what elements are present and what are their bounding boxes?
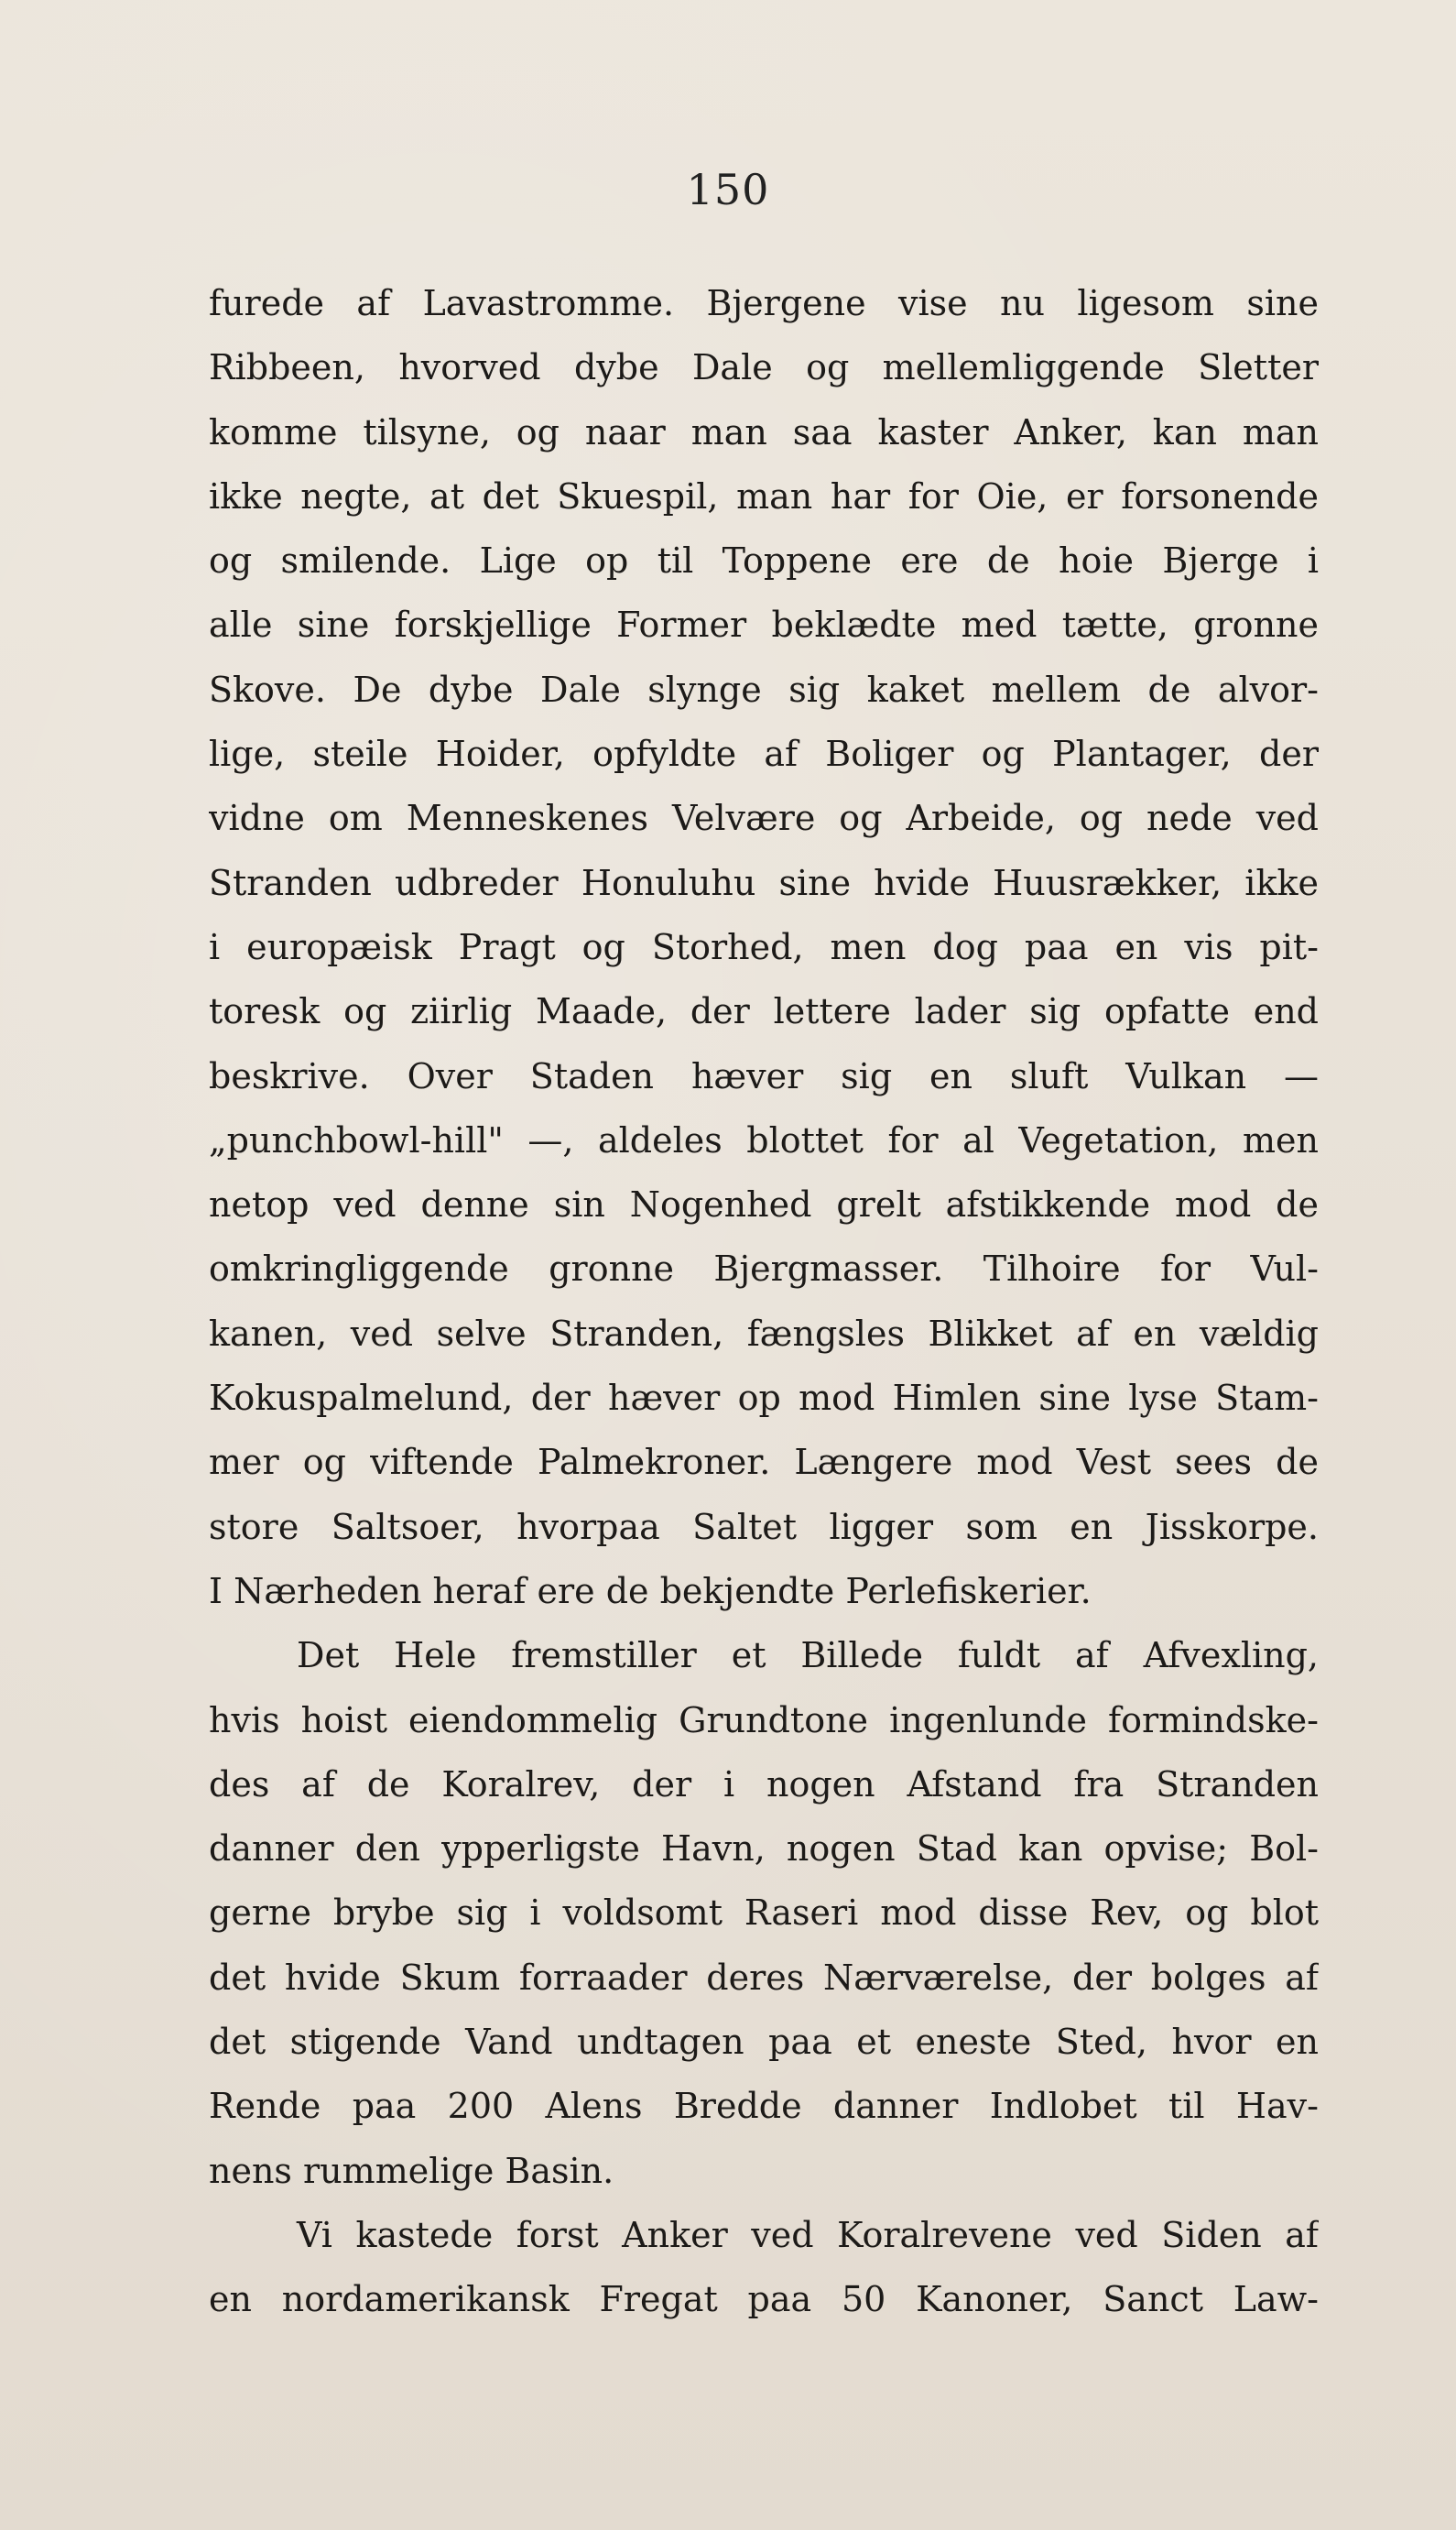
text-line: beskrive. Over Staden hæver sig en sluft Vulkan — <box>209 1055 1319 1096</box>
text-line: det stigende Vand undtagen paa et eneste Sted, hvor en <box>209 2022 1319 2063</box>
text-line: nens rummelige Basin. <box>209 2150 614 2191</box>
text-line: ikke negte, at det Skuespil, man har for Oie, er forsonende <box>209 475 1319 517</box>
body-text <box>209 271 1319 2332</box>
text-line: hvis hoist eiendommelig Grundtone ingenlunde formindske- <box>209 1699 1319 1740</box>
text-line: store Saltsoer, hvorpaa Saltet ligger som en Jisskorpe. <box>209 1506 1319 1547</box>
text-line: I Nærheden heraf ere de bekjendte Perlefiskerier. <box>209 1570 1092 1611</box>
text-line: komme tilsyne, og naar man saa kaster Anker, kan man <box>209 411 1319 453</box>
text-line: furede af Lavastromme. Bjergene vise nu ligesom sine <box>209 283 1319 323</box>
text-line: Det Hele fremstiller et Billede fuldt af Afvexling, <box>297 1635 1319 1676</box>
text-line: en nordamerikansk Fregat paa 50 Kanoner, Sanct Law- <box>209 2279 1319 2320</box>
text-line: des af de Koralrev, der i nogen Afstand fra Stranden <box>209 1763 1319 1805</box>
text-line: mer og viftende Palmekroner. Længere mod Vest sees de <box>209 1442 1319 1483</box>
text-line: gerne brybe sig i voldsomt Raseri mod disse Rev, og blot <box>209 1892 1319 1934</box>
text-line: lige, steile Hoider, opfyldte af Boliger og Plantager, der <box>209 734 1319 775</box>
text-line: Ribbeen, hvorved dybe Dale og mellemliggende Sletter <box>209 347 1319 388</box>
text-line: omkringliggende gronne Bjergmasser. Tilhoire for Vul- <box>209 1249 1319 1290</box>
text-line: Kokuspalmelund, der hæver op mod Himlen sine lyse Stam- <box>209 1378 1319 1419</box>
text-line: kanen, ved selve Stranden, fængsles Blikket af en vældig <box>209 1313 1319 1354</box>
text-line: netop ved denne sin Nogenhed grelt afstikkende mod de <box>209 1184 1319 1226</box>
text-line: og smilende. Lige op til Toppene ere de hoie Bjerge i <box>209 540 1319 582</box>
page-number: 150 <box>686 165 770 214</box>
text-line: danner den ypperligste Havn, nogen Stad kan opvise; Bol- <box>209 1828 1319 1870</box>
text-line: Vi kastede forst Anker ved Koralrevene ved Siden af <box>297 2214 1319 2255</box>
text-line: Skove. De dybe Dale slynge sig kaket mellem de alvor- <box>209 669 1319 710</box>
text-line: „punchbowl-hill" —, aldeles blottet for al Vegetation, men <box>209 1119 1319 1161</box>
text-line: Stranden udbreder Honuluhu sine hvide Huusrækker, ikke <box>209 862 1319 903</box>
text-line: vidne om Menneskenes Velvære og Arbeide, og nede ved <box>209 798 1319 839</box>
text-line: i europæisk Pragt og Storhed, men dog paa en vis pit- <box>209 926 1319 967</box>
text-line: toresk og ziirlig Maade, der lettere lader sig opfatte end <box>209 991 1319 1032</box>
text-line: det hvide Skum forraader deres Nærværelse, der bolges af <box>209 1957 1319 1998</box>
text-line: Rende paa 200 Alens Bredde danner Indlobet til Hav- <box>209 2086 1319 2127</box>
text-line: alle sine forskjellige Former beklædte med tætte, gronne <box>209 605 1319 646</box>
